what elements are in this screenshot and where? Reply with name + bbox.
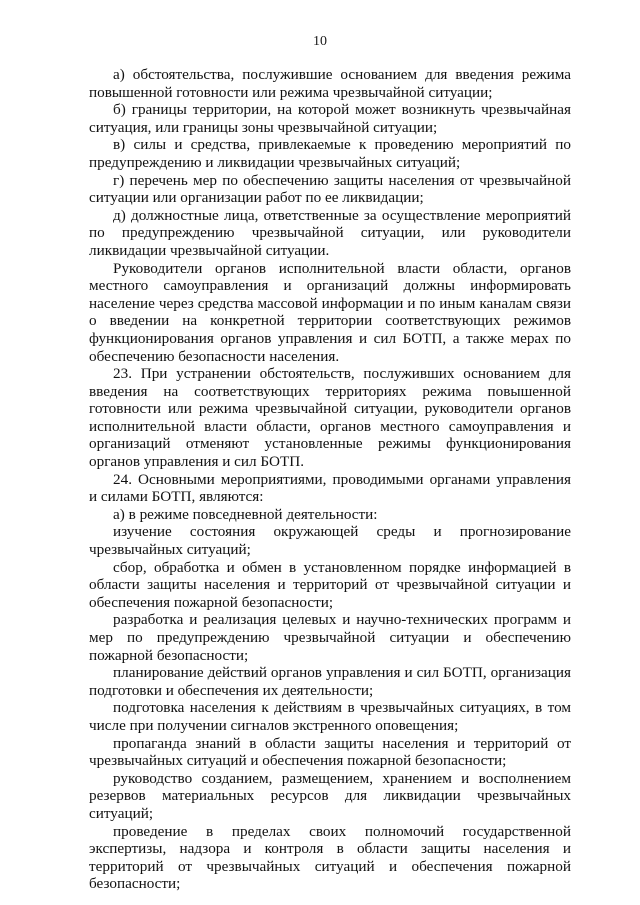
paragraph-item-d: д) должностные лица, ответственные за осуществление мероприятий по предупреждению чрезвычайной ситуации, или руководители ликвидации чрезвычайной ситуации. xyxy=(89,206,571,259)
paragraph-item-a: а) обстоятельства, послужившие основанием для введения режима повышенной готовности или режима чрезвычайной ситуации; xyxy=(89,66,571,101)
paragraph-daily-mode-heading: а) в режиме повседневной деятельности: xyxy=(113,505,378,523)
paragraph-expertise: проведение в пределах своих полномочий государственной экспертизы, надзора и контроля в области защиты населения и территорий от чрезвычайных ситуаций и обеспечения пожарной безопасности; xyxy=(89,822,571,893)
paragraph-programs: разработка и реализация целевых и научно-технических программ и мер по предупреждению чрезвычайной ситуации и обеспечению пожарной безопасности; xyxy=(89,611,571,664)
paragraph-environment-study: изучение состояния окружающей среды и прогнозирование чрезвычайных ситуаций; xyxy=(89,523,571,559)
page-number: 10 xyxy=(313,34,327,49)
document-body xyxy=(89,66,571,893)
paragraph-reserves: руководство созданием, размещением, хранением и восполнением резервов материальных ресурсов для ликвидации чрезвычайных ситуаций; xyxy=(89,769,571,822)
paragraph-section-23: 23. При устранении обстоятельств, послуживших основанием для введения на соответствующих территориях режима повышенной готовности или режима чрезвычайной ситуации, руководители органов исполнительной власти области, органов местного самоуправления и организаций отменяют установленные режимы функционирования органов управления и сил БОТП. xyxy=(89,365,571,471)
paragraph-planning: планирование действий органов управления и сил БОТП, организация подготовки и обеспечения их деятельности; xyxy=(89,664,571,699)
paragraph-item-b: б) границы территории, на которой может возникнуть чрезвычайная ситуация, или границы зоны чрезвычайной ситуации; xyxy=(89,101,571,136)
paragraph-section-24: 24. Основными мероприятиями, проводимыми органами управления и силами БОТП, являются: xyxy=(89,470,571,506)
paragraph-item-g: г) перечень мер по обеспечению защиты населения от чрезвычайной ситуации или организации работ по ее ликвидации; xyxy=(89,171,571,207)
paragraph-item-v: в) силы и средства, привлекаемые к проведению мероприятий по предупреждению и ликвидации чрезвычайных ситуаций; xyxy=(89,136,571,171)
paragraph-information-exchange: сбор, обработка и обмен в установленном порядке информацией в области защиты населения и территорий от чрезвычайной ситуации и обеспечения пожарной безопасности; xyxy=(89,558,571,611)
paragraph-propaganda: пропаганда знаний в области защиты населения и территорий от чрезвычайных ситуаций и обеспечения пожарной безопасности; xyxy=(89,734,571,770)
paragraph-inform-population: Руководители органов исполнительной власти области, органов местного самоуправления и организаций должны информировать население через средства массовой информации и по иным каналам связи о введении на конкретной территории соответствующих режимов функционирования органов управления и сил БОТП, а также мерах по обеспечению безопасности населения. xyxy=(89,259,571,365)
paragraph-population-training: подготовка населения к действиям в чрезвычайных ситуациях, в том числе при получении сигналов экстренного оповещения; xyxy=(89,699,571,734)
